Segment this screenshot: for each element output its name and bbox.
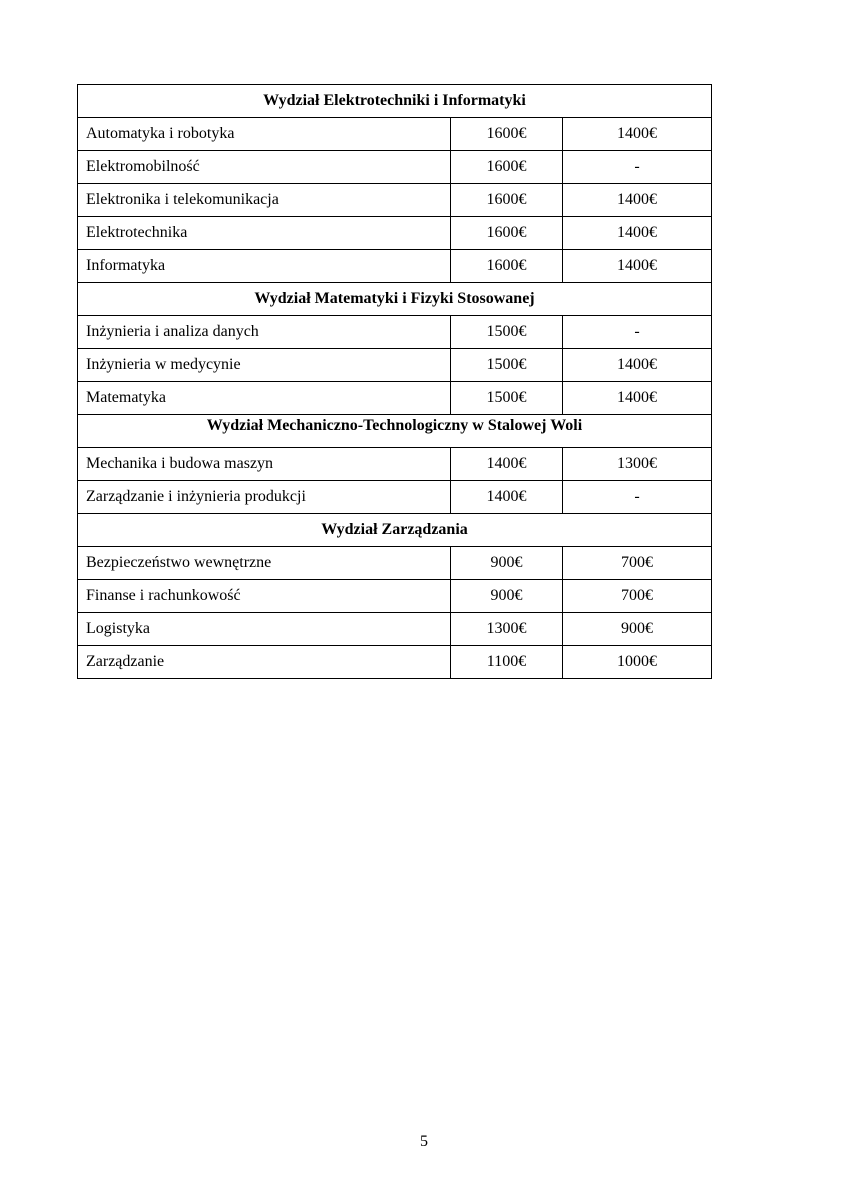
fee-column-2: 1400€ — [563, 118, 712, 151]
fee-column-1: 1600€ — [451, 151, 563, 184]
table-row — [78, 382, 712, 415]
fee-column-2: 1400€ — [563, 349, 712, 382]
table-row — [78, 349, 712, 382]
table-row — [78, 547, 712, 580]
fee-column-2: 1000€ — [563, 646, 712, 679]
faculty-name: Wydział Elektrotechniki i Informatyki — [78, 85, 712, 118]
fee-column-1: 1400€ — [451, 481, 563, 514]
table-row — [78, 580, 712, 613]
table-row — [78, 481, 712, 514]
fee-column-1: 900€ — [451, 580, 563, 613]
fee-column-2: - — [563, 151, 712, 184]
program-name: Zarządzanie — [78, 646, 451, 679]
table-row — [78, 316, 712, 349]
table-row — [78, 250, 712, 283]
table-row — [78, 151, 712, 184]
tuition-fee-table — [77, 84, 712, 679]
program-name: Inżynieria i analiza danych — [78, 316, 451, 349]
fee-column-1: 1300€ — [451, 613, 563, 646]
table-row — [78, 646, 712, 679]
fee-column-1: 900€ — [451, 547, 563, 580]
fee-column-1: 1600€ — [451, 184, 563, 217]
program-name: Logistyka — [78, 613, 451, 646]
fee-column-2: 1400€ — [563, 250, 712, 283]
fee-column-2: 1400€ — [563, 217, 712, 250]
table-row — [78, 448, 712, 481]
program-name: Matematyka — [78, 382, 451, 415]
program-name: Elektromobilność — [78, 151, 451, 184]
fee-column-2: - — [563, 481, 712, 514]
fee-column-2: 700€ — [563, 580, 712, 613]
table-row — [78, 613, 712, 646]
program-name: Elektronika i telekomunikacja — [78, 184, 451, 217]
table-row — [78, 184, 712, 217]
faculty-header-row — [78, 514, 712, 547]
fee-column-1: 1500€ — [451, 349, 563, 382]
table-row — [78, 217, 712, 250]
fee-column-1: 1500€ — [451, 316, 563, 349]
faculty-name: Wydział Matematyki i Fizyki Stosowanej — [78, 283, 712, 316]
faculty-name: Wydział Zarządzania — [78, 514, 712, 547]
fee-column-2: 1300€ — [563, 448, 712, 481]
table-row — [78, 118, 712, 151]
fee-column-2: 1400€ — [563, 382, 712, 415]
fee-column-1: 1400€ — [451, 448, 563, 481]
faculty-header-row — [78, 283, 712, 316]
fee-column-2: - — [563, 316, 712, 349]
fee-column-2: 700€ — [563, 547, 712, 580]
program-name: Bezpieczeństwo wewnętrzne — [78, 547, 451, 580]
fee-column-1: 1600€ — [451, 250, 563, 283]
page-number: 5 — [420, 1133, 428, 1150]
fee-column-2: 1400€ — [563, 184, 712, 217]
program-name: Automatyka i robotyka — [78, 118, 451, 151]
tuition-fee-table-body — [78, 85, 712, 679]
fee-column-1: 1100€ — [451, 646, 563, 679]
faculty-header-row — [78, 85, 712, 118]
faculty-header-row — [78, 415, 712, 448]
program-name: Finanse i rachunkowość — [78, 580, 451, 613]
program-name: Elektrotechnika — [78, 217, 451, 250]
fee-column-1: 1600€ — [451, 118, 563, 151]
fee-column-2: 900€ — [563, 613, 712, 646]
program-name: Informatyka — [78, 250, 451, 283]
faculty-name: Wydział Mechaniczno-Technologiczny w Stalowej Woli — [78, 415, 712, 448]
program-name: Zarządzanie i inżynieria produkcji — [78, 481, 451, 514]
program-name: Inżynieria w medycynie — [78, 349, 451, 382]
fee-column-1: 1500€ — [451, 382, 563, 415]
fee-column-1: 1600€ — [451, 217, 563, 250]
program-name: Mechanika i budowa maszyn — [78, 448, 451, 481]
